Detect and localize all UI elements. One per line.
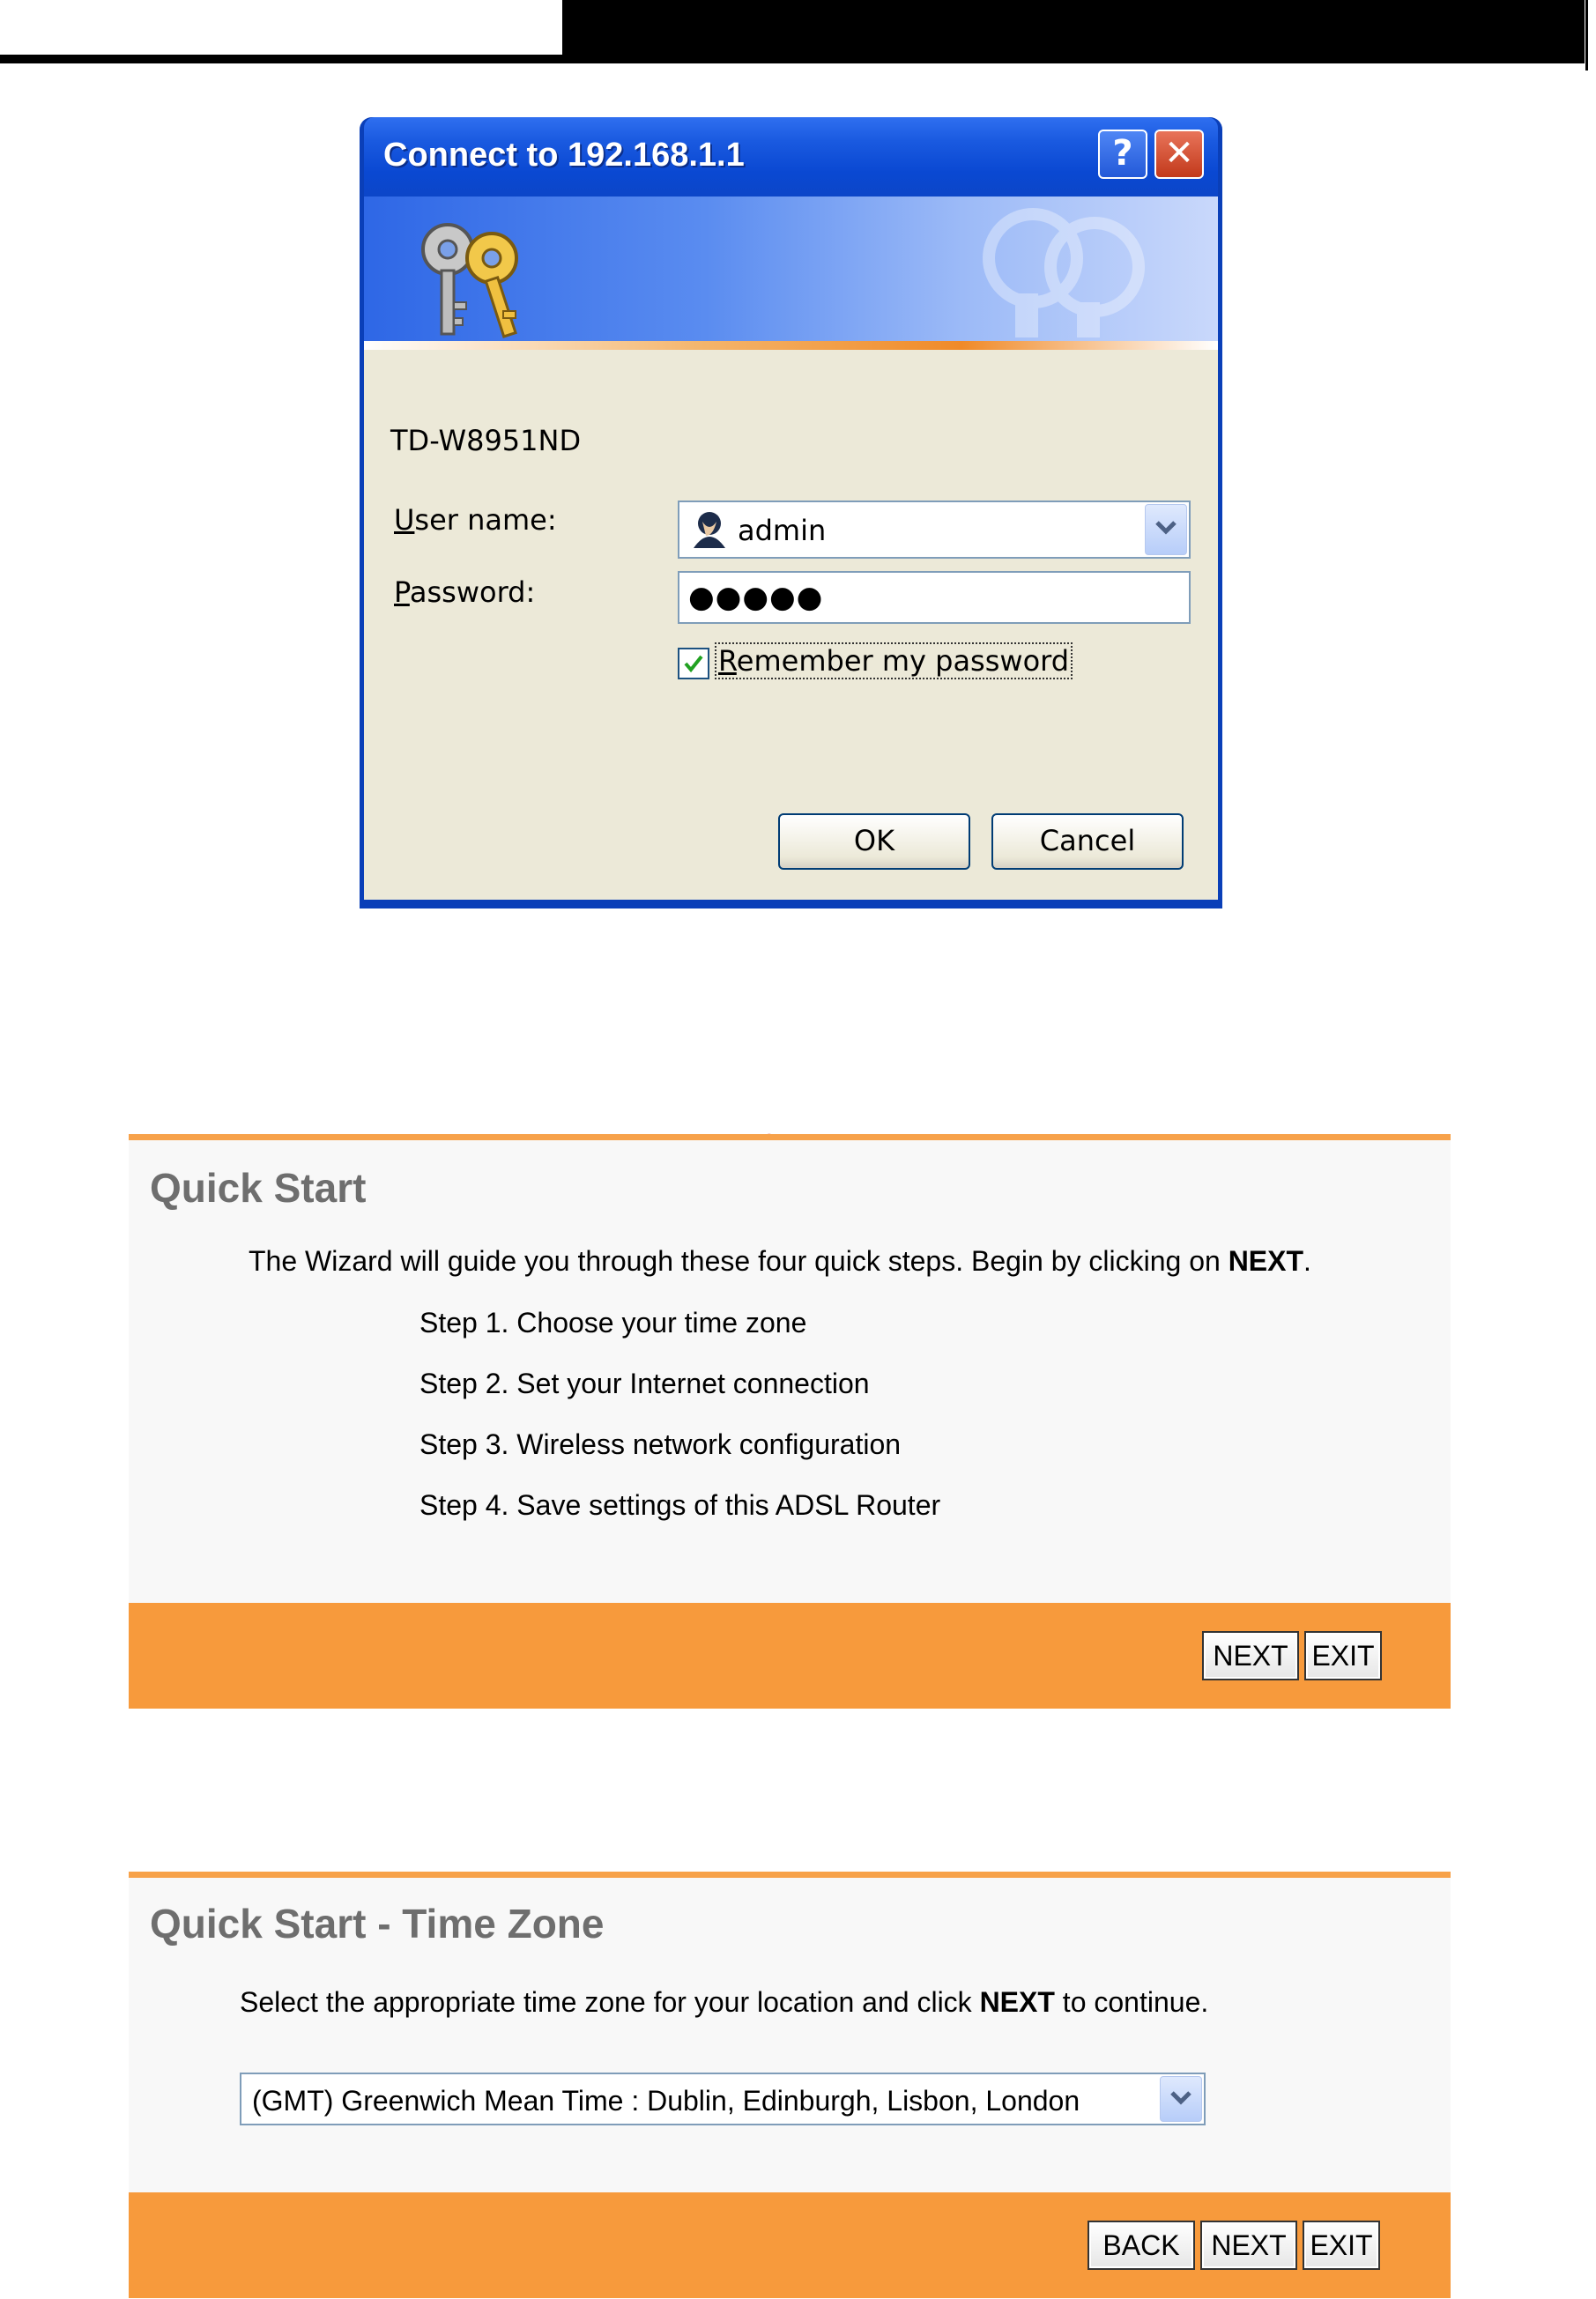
panel-top-rule xyxy=(129,1134,1451,1140)
quick-start-intro: The Wizard will guide you through these four quick steps. Begin by clicking on NEXT. xyxy=(249,1245,1311,1277)
checkmark-icon xyxy=(682,652,705,675)
help-button[interactable]: ? xyxy=(1098,130,1147,179)
back-button[interactable]: BACK xyxy=(1088,2221,1195,2270)
password-field[interactable] xyxy=(678,571,1191,624)
time-zone-value: (GMT) Greenwich Mean Time : Dublin, Edinburgh, Lisbon, London xyxy=(252,2085,1080,2117)
step-2: Step 2. Set your Internet connection xyxy=(419,1368,870,1399)
username-label: User name: xyxy=(394,503,557,537)
time-zone-dropdown-button[interactable] xyxy=(1160,2076,1202,2122)
banner-keys-watermark xyxy=(962,205,1165,337)
header-edge xyxy=(1585,0,1588,70)
user-icon xyxy=(690,509,729,550)
dialog-banner xyxy=(364,197,1218,346)
chevron-down-icon xyxy=(1154,519,1177,537)
cancel-button[interactable]: Cancel xyxy=(991,813,1184,870)
username-value: admin xyxy=(738,514,827,547)
step-3: Step 3. Wireless network configuration xyxy=(419,1428,902,1460)
exit-button[interactable]: EXIT xyxy=(1303,2221,1380,2270)
quick-start-panel xyxy=(129,1134,1451,1709)
username-dropdown-button[interactable] xyxy=(1145,504,1187,555)
header-rule-left xyxy=(0,55,564,63)
banner-stripe xyxy=(364,341,1218,350)
dialog-titlebar[interactable] xyxy=(364,117,1218,197)
chevron-down-icon xyxy=(1169,2089,1192,2107)
time-zone-panel xyxy=(129,1872,1451,2298)
step-4: Step 4. Save settings of this ADSL Router xyxy=(419,1489,941,1521)
remember-password-label[interactable]: Remember my password xyxy=(718,644,1070,678)
password-value: ●●●●● xyxy=(688,580,824,615)
keys-icon xyxy=(408,214,549,346)
dialog-title: Connect to 192.168.1.1 xyxy=(383,137,745,174)
login-dialog xyxy=(360,117,1222,908)
time-zone-instructions: Select the appropriate time zone for your location and click NEXT to continue. xyxy=(240,1986,1209,2018)
next-button[interactable]: NEXT xyxy=(1200,2221,1297,2270)
remember-password-checkbox[interactable] xyxy=(678,648,709,679)
exit-button[interactable]: EXIT xyxy=(1304,1631,1382,1680)
ok-button[interactable]: OK xyxy=(778,813,970,870)
header-bar xyxy=(562,0,1585,63)
next-button[interactable]: NEXT xyxy=(1202,1631,1299,1680)
time-zone-footer xyxy=(129,2192,1451,2298)
time-zone-select[interactable] xyxy=(240,2073,1206,2125)
close-button[interactable]: ✕ xyxy=(1154,130,1204,179)
time-zone-title: Quick Start - Time Zone xyxy=(150,1901,605,1947)
step-1: Step 1. Choose your time zone xyxy=(419,1307,807,1339)
username-combobox[interactable] xyxy=(678,501,1191,559)
device-name: TD-W8951ND xyxy=(390,424,582,457)
dialog-body xyxy=(364,197,1218,900)
panel-top-rule xyxy=(129,1872,1451,1878)
quick-start-footer xyxy=(129,1603,1451,1709)
quick-start-title: Quick Start xyxy=(150,1165,367,1211)
password-label: Password: xyxy=(394,575,536,609)
